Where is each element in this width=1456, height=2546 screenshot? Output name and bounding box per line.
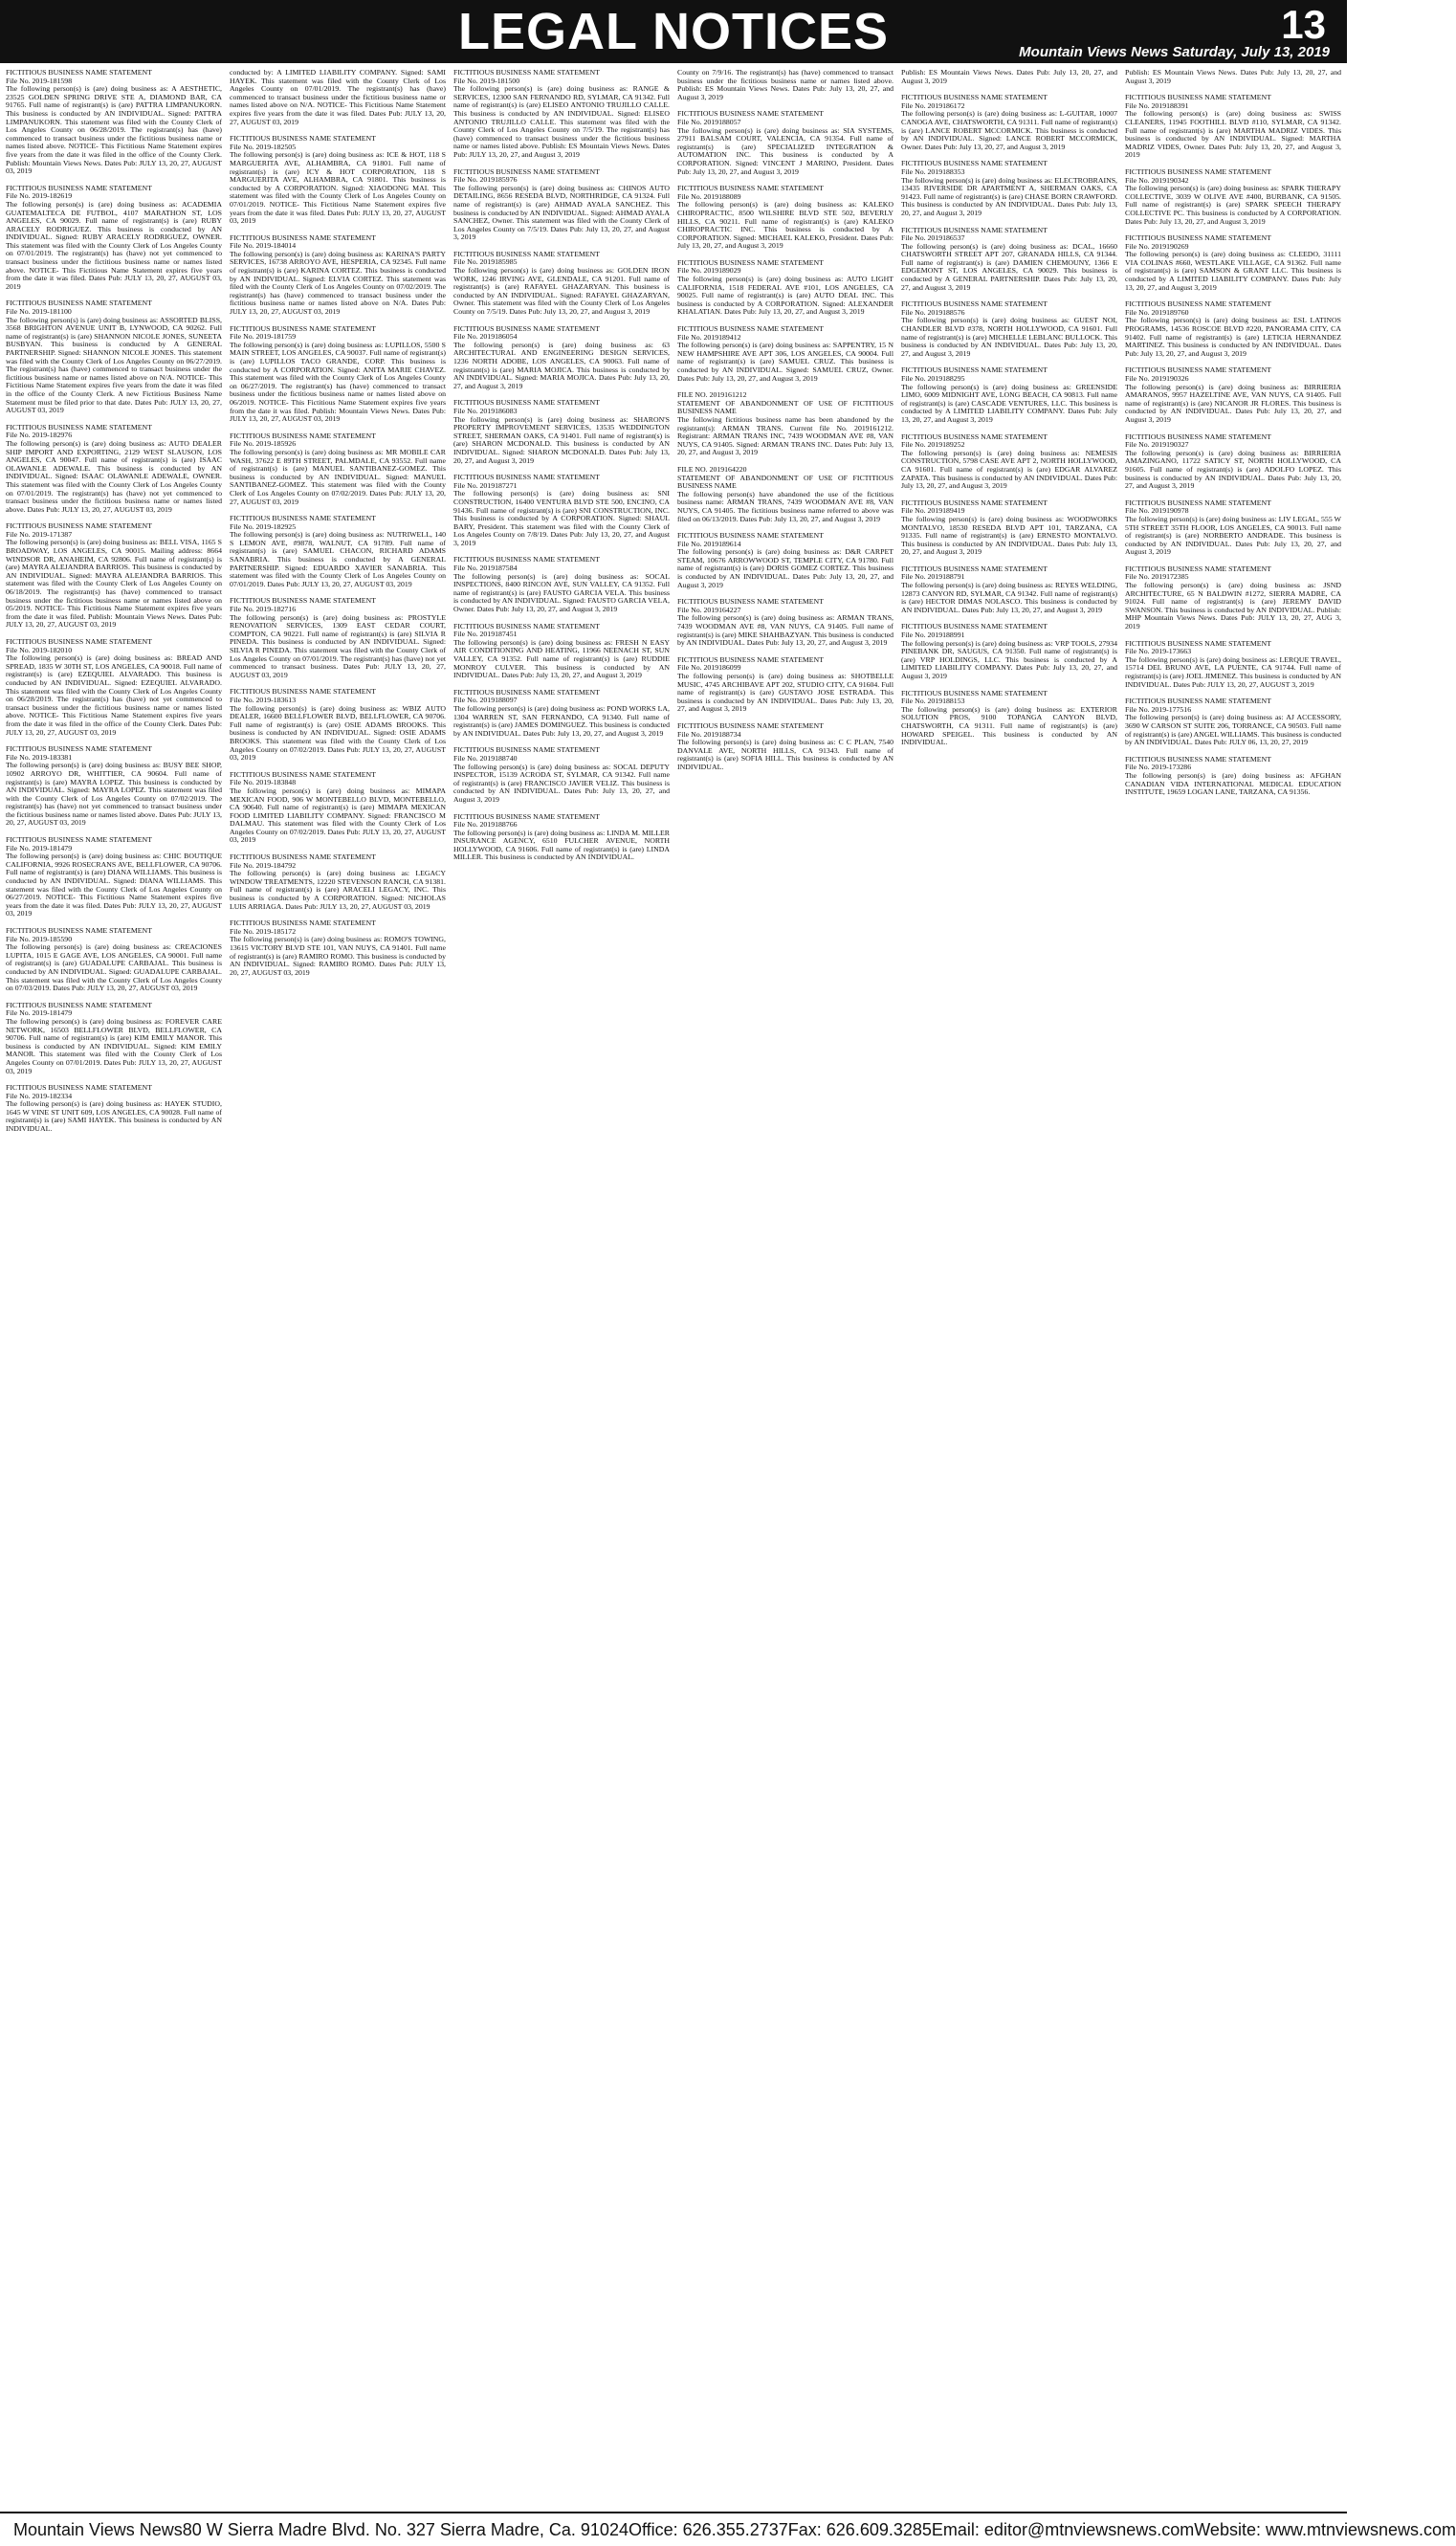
notice-heading: FICTITIOUS BUSINESS NAME STATEMENT <box>901 498 1048 507</box>
notice-body: The following fictitious business name has been abandoned by the registrant(s): ARMAN TRANS. Current file No. 2019161212. Registrant: ARMAN TRANS INC, 7439 WOODMAN AVE #8, VAN NUYS, CA 91405. Signed: ARMAN TRANS INC. Dates Pub: July 13, 20, 27, and August 3, 2019 <box>677 414 893 457</box>
notice-file-number: STATEMENT OF ABANDONMENT OF USE OF FICTITIOUS BUSINESS NAME <box>677 398 893 416</box>
legal-notice <box>677 259 893 317</box>
notice-column <box>230 69 446 2507</box>
notice-body: The following person(s) is (are) doing business as: FOREVER CARE NETWORK, 16503 BELLFLOWER BLVD, BELLFLOWER, CA 90706. Full name of registrant(s) is (are) KIM EMILY MANOR. This business is conducted by AN INDIVIDUAL. Signed: KIM EMILY MANOR. This statement was filed with the County Clerk of Los Angeles County on 07/01/2019. Dates Pub: JULY 13, 20, 27, AUGUST 03, 2019 <box>6 1016 222 1075</box>
legal-notice <box>677 722 893 772</box>
legal-notice <box>230 919 446 977</box>
notice-file-number: File No. 2019189419 <box>901 506 965 516</box>
notice-file-number: File No. 2019-182925 <box>230 521 297 531</box>
legal-notice <box>453 168 670 242</box>
notice-body: Publish: ES Mountain Views News. Dates Pub: July 13, 20, 27, and August 3, 2019 <box>1125 68 1341 85</box>
footer-address: 80 W Sierra Madre Blvd. No. 327 Sierra Madre, Ca. 91024 <box>182 2520 629 2539</box>
notice-body: The following person(s) is (are) doing business as: SIA SYSTEMS, 27911 BALSAM COURT, VALENCIA, CA 91354. Full name of registrant(s) is (are) SPECIALIZED INTEGRATION & AUTOMATION INC. This business is conducted by A CORPORATION. Signed: VINCENT J MARINO, President. Dates Pub: July 13, 20, 27, and August 3, 2019 <box>677 125 893 176</box>
notice-file-number: File No. 2019-181100 <box>6 307 72 317</box>
notice-column <box>1125 69 1341 2507</box>
notice-heading: FICTITIOUS BUSINESS NAME STATEMENT <box>6 422 152 432</box>
legal-notice <box>677 532 893 589</box>
legal-notice <box>901 300 1117 358</box>
notice-heading: FICTITIOUS BUSINESS NAME STATEMENT <box>230 687 376 697</box>
dateline: Mountain Views News Saturday, July 13, 2019 <box>1019 44 1330 60</box>
legal-notice <box>453 325 670 391</box>
notice-body: The following person(s) is (are) doing business as: GUEST NOI, CHANDLER BLVD #378, NORTH HOLLYWOOD, CA 91601. Full name of registrant(s) is (are) MICHELLE LEBLANC BULLOCK. This business is conducted by AN INDIVIDUAL. Dates Pub: July 13, 20, 27, and August 3, 2019 <box>901 316 1117 358</box>
notice-file-number: File No. 2019186537 <box>901 233 965 243</box>
notice-body: The following person(s) is (are) doing business as: ICE & HOT, 118 S MARGUERITA AVE, ALHAMBRA, CA 91801. Full name of registrant(s) is (are) ICY & HOT CORPORATION, 118 S MARGUERITA AVE, ALHAMBRA, CA 91801. This business is conducted by A CORPORATION. Signed: XIAODONG MAI. This statement was filed with the County Clerk of Los Angeles County on 07/01/2019. NOTICE- This Fictitious Name Statement expires five years from the date it was filed. Dates Pub: JULY 13, 20, 27, AUGUST 03, 2019 <box>230 150 446 226</box>
notice-body: The following person(s) is (are) doing business as: NEMESIS CONSTRUCTION, 5798 CASE AVE APT 2, NORTH HOLLYWOOD, CA 91601. Full name of registrant(s) is (are) EDGAR ALVAREZ ZAPATA. This business is conducted by AN INDIVIDUAL. Dates Pub: July 13, 20, 27, and August 3, 2019 <box>901 448 1117 491</box>
notice-heading: FICTITIOUS BUSINESS NAME STATEMENT <box>453 166 600 176</box>
footer-office-phone: Office: 626.355.2737 <box>628 2520 788 2539</box>
notice-body: The following person(s) is (are) doing business as: POND WORKS LA, 1304 WARREN ST, SAN FERNANDO, CA 91340. Full name of registrant(s) is (are) JAMES DOMINGUEZ. This business is conducted by AN INDIVIDUAL. Dates Pub: July 13, 20, 27, and August 3, 2019 <box>453 703 670 738</box>
notice-file-number: File No. 2019188097 <box>453 696 518 705</box>
notice-body: The following person(s) is (are) doing business as: SOCAL INSPECTIONS, 8400 RINCON AVE, SUN VALLEY, CA 91352. Full name of registrant(s) is (are) FAUSTO GARCIA VELA. This business is conducted by AN INDIVIDUAL. Signed: FAUSTO GARCIA VELA, Owner. Dates Pub: July 13, 20, 27, and August 3, 2019 <box>453 571 670 614</box>
notice-heading: FICTITIOUS BUSINESS NAME STATEMENT <box>901 564 1048 573</box>
notice-columns <box>6 69 1341 2507</box>
notice-heading: FICTITIOUS BUSINESS NAME STATEMENT <box>6 521 152 531</box>
notice-heading: FICTITIOUS BUSINESS NAME STATEMENT <box>901 299 1048 309</box>
notice-heading: FICTITIOUS BUSINESS NAME STATEMENT <box>901 225 1048 234</box>
notice-body: The following person(s) is (are) doing business as: 63 ARCHITECTURAL AND ENGINEERING DESIGN SERVICES, 1236 NORTH ADOBE, LOS ANGELES, CA 90063. Full name of registrant(s) is (are) MARIA MOJICA. This business is conducted by AN INDIVIDUAL. Signed: MARIA MOJICA. Dates Pub: July 13, 20, 27, and August 3, 2019 <box>453 340 670 390</box>
notice-body: The following person(s) is (are) doing business as: HAYEK STUDIO, 1645 W VINE ST UNIT 609, LOS ANGELES, CA 90028. Full name of registrant(s) is (are) SAMI HAYEK. This business is conducted by AN INDIVIDUAL. <box>6 1099 222 1134</box>
notice-file-number: File No. 2019-182619 <box>6 191 73 201</box>
notice-body: The following person(s) is (are) doing business as: BIRRIERIA AMAZINGANO, 11722 SATICY ST, NORTH HOLLYWOOD, CA 91605. Full name of registrant(s) is (are) ADOLFO LOPEZ. This business is conducted by AN INDIVIDUAL. Dates Pub: July 13, 20, 27, and August 3, 2019 <box>1125 448 1341 491</box>
notice-body: The following person(s) is (are) doing business as: SWISS CLEANERS, 11945 FOOTHILL BLVD #110, SYLMAR, CA 91342. Full name of registrant(s) is (are) MARTHA MADRIZ VIDES. This business is conducted by AN INDIVIDUAL. Signed: MARTHA MADRIZ VIDES, Owner. Dates Pub: July 13, 20, 27, and August 3, 2019 <box>1125 109 1341 160</box>
notice-file-number: File No. 2019188991 <box>901 631 965 640</box>
notice-body: The following person(s) is (are) doing business as: CREACIONES LUPITA, 1015 E GAGE AVE, LOS ANGELES, CA 90001. Full name of registrant(s) is (are) GUADALUPE CARBAJAL. This business is conducted by AN INDIVIDUAL. Signed: GUADALUPE CARBAJAL. This statement was filed with the County Clerk of Los Angeles County on 07/03/2019. Dates Pub: JULY 13, 20, 27, AUGUST 03, 2019 <box>6 942 222 993</box>
notice-file-number: File No. 2019-181759 <box>230 332 297 342</box>
notice-body: The following person(s) is (are) doing business as: AFGHAN CANADIAN VIDA INTERNATIONAL MEDICAL EDUCATION INSTITUTE, 19659 LOGAN LANE, TARZANA, CA 91356. <box>1125 770 1341 797</box>
notice-file-number: File No. 2019189252 <box>901 440 965 450</box>
legal-notice <box>901 227 1117 293</box>
notice-body: The following person(s) is (are) doing business as: JSND ARCHITECTURE, 65 N BALDWIN #1272, SIERRA MADRE, CA 91024. Full name of registrant(s) is (are) JEREMY DAVID SWANSON. This business is conducted by AN INDIVIDUAL. Publish: MHP Mountain Views News. Dates Pub: JULY 13, 20, 27, AUG 3, 2019 <box>1125 581 1341 631</box>
notice-heading: FICTITIOUS BUSINESS NAME STATEMENT <box>901 622 1048 631</box>
notice-heading: FICTITIOUS BUSINESS NAME STATEMENT <box>453 323 600 333</box>
legal-notice <box>453 689 670 739</box>
notice-file-number: File No. 2019185976 <box>453 175 518 185</box>
legal-notice <box>6 424 222 515</box>
notice-column <box>6 69 222 2507</box>
legal-notice <box>230 69 446 126</box>
notice-heading: FICTITIOUS BUSINESS NAME STATEMENT <box>453 745 600 755</box>
legal-notice <box>6 836 222 919</box>
notice-file-number: File No. 2019189029 <box>677 266 741 276</box>
legal-notice <box>230 234 446 317</box>
notice-heading: FICTITIOUS BUSINESS NAME STATEMENT <box>901 365 1048 375</box>
legal-notice <box>1125 756 1341 797</box>
notice-file-number: File No. 2019187271 <box>453 480 518 490</box>
legal-notice <box>1125 234 1341 292</box>
notice-heading: FICTITIOUS BUSINESS NAME STATEMENT <box>1125 233 1271 243</box>
legal-notice <box>6 638 222 737</box>
notice-heading: FICTITIOUS BUSINESS NAME STATEMENT <box>1125 697 1271 706</box>
notice-file-number: File No. 2019190269 <box>1125 241 1189 251</box>
notice-column <box>901 69 1117 2507</box>
notice-body: The following person(s) is (are) doing business as: SAPPENTRY, 15 N NEW HAMPSHIRE AVE APT 306, LOS ANGELES, CA 90004. Full name of registrant(s) is (are) SAMUEL CRUZ. This business is conducted by AN INDIVIDUAL. Signed: SAMUEL CRUZ, Owner. Dates Pub: July 13, 20, 27, and August 3, 2019 <box>677 341 893 383</box>
notice-heading: FICTITIOUS BUSINESS NAME STATEMENT <box>6 68 152 77</box>
notice-file-number: File No. 2019189614 <box>677 539 741 548</box>
notice-body: The following person(s) is (are) doing business as: FRESH N EASY AIR CONDITIONING AND HEATING, 11966 NEENACH ST, SUN VALLEY, CA 91352. Full name of registrant(s) is (are) RUDDIE MONROY CULVER. This business is conducted by AN INDIVIDUAL. Dates Pub: July 13, 20, 27, and August 3, 2019 <box>453 637 670 680</box>
notice-heading: FICTITIOUS BUSINESS NAME STATEMENT <box>6 299 152 308</box>
notice-heading: FICTITIOUS BUSINESS NAME STATEMENT <box>901 93 1048 102</box>
notice-heading: FICTITIOUS BUSINESS NAME STATEMENT <box>453 249 600 258</box>
notice-body: The following person(s) is (are) doing business as: CLEEDO, 31111 VIA COLINAS #660, WESTLAKE VILLAGE, CA 91362. Full name of registrant(s) is (are) SAMSON & GRANT LLC. This business is conducted by A LIMITED LIABILITY COMPANY. Dates Pub: July 13, 20, 27, and August 3, 2019 <box>1125 250 1341 292</box>
legal-notice <box>901 69 1117 85</box>
notice-heading: FICTITIOUS BUSINESS NAME STATEMENT <box>677 654 824 664</box>
notice-file-number: File No. 2019190342 <box>1125 175 1189 185</box>
notice-heading: FICTITIOUS BUSINESS NAME STATEMENT <box>1125 432 1271 441</box>
notice-file-number: File No. 2019186083 <box>453 406 518 415</box>
notice-file-number: File No. 2019188791 <box>901 572 965 582</box>
footer-website: Website: www.mtnviewsnews.com <box>1194 2520 1456 2539</box>
page-number: 13 <box>1281 2 1326 47</box>
legal-notice <box>901 433 1117 491</box>
notice-heading: FICTITIOUS BUSINESS NAME STATEMENT <box>901 159 1048 168</box>
legal-notice <box>6 927 222 993</box>
notice-heading: FICTITIOUS BUSINESS NAME STATEMENT <box>6 926 152 935</box>
notice-file-number: STATEMENT OF ABANDONMENT OF USE OF FICTITIOUS BUSINESS NAME <box>677 473 893 491</box>
legal-notice <box>677 69 893 101</box>
legal-notice <box>677 325 893 383</box>
notice-file-number: File No. 2019172385 <box>1125 572 1189 582</box>
notice-heading: FICTITIOUS BUSINESS NAME STATEMENT <box>1125 564 1271 573</box>
legal-notice <box>677 466 893 523</box>
notice-file-number: File No. 2019188391 <box>1125 100 1189 110</box>
legal-notice <box>230 515 446 588</box>
legal-notice <box>230 688 446 762</box>
notice-heading: FICTITIOUS BUSINESS NAME STATEMENT <box>677 184 824 193</box>
notice-heading: FICTITIOUS BUSINESS NAME STATEMENT <box>230 431 376 440</box>
notice-file-number: File No. 2019-185172 <box>230 926 297 936</box>
notice-file-number: File No. 2019-181598 <box>6 76 73 85</box>
legal-notice <box>6 185 222 292</box>
notice-body: The following person(s) is (are) doing business as: LUPILLOS, 5500 S MAIN STREET, LOS ANGELES, CA 90037. Full name of registrant(s) is (are) LUPILLOS TACO GRANDE, CORP. This business is conducted by A CORPORATION. Signed: ANITA MARIE CHAVEZ. This statement was filed with the County Clerk of Los Angeles County on 06/27/2019. The registrant(s) has (have) commenced to transact business under the fictitious business name or names listed above on 06/2019. NOTICE- This Fictitious Name Statement expires five years from the date it was filed. Publish: Mountain Views News. Dates Pub: JULY 13, 20, 27, AUGUST 03, 2019 <box>230 340 446 424</box>
legal-notice <box>677 185 893 251</box>
notice-body: The following person(s) is (are) doing business as: ELECTROBRAINS, 13435 RIVERSIDE DR APARTMENT A, SHERMAN OAKS, CA 91423. Full name of registrant(s) is (are) CHASE BORN CRAWFORD. This business is conducted by AN INDIVIDUAL. Dates Pub: July 13, 20, 27, and August 3, 2019 <box>901 175 1117 217</box>
notice-body: The following person(s) is (are) doing business as: C C PLAN, 7540 DANVALE AVE, NORTH HILLS, CA 91343. Full name of registrant(s) is (are) SOFIA HILL. This business is conducted by AN INDIVIDUAL. <box>677 738 893 771</box>
notice-heading: FICTITIOUS BUSINESS NAME STATEMENT <box>453 473 600 482</box>
notice-body: The following person(s) is (are) doing business as: LERQUE TRAVEL, 15714 DEL BRUNO AVE, LA PUENTE, CA 91744. Full name of registrant(s) is (are) JOEL JIMENEZ. This business is conducted by AN INDIVIDUAL. Dates Pub: JULY 13, 20, 27, AUGUST 3, 2019 <box>1125 654 1341 689</box>
notice-file-number: File No. 2019-171387 <box>6 529 73 539</box>
notice-file-number: File No. 2019164227 <box>677 605 741 614</box>
notice-body: The following person(s) is (are) doing business as: REYES WELDING, 12873 CANYON RD, SYLMAR, CA 91342. Full name of registrant(s) is (are) HECTOR DIMAS NOLASCO. This business is conducted by AN INDIVIDUAL. Dates Pub: July 13, 20, 27, and August 3, 2019 <box>901 581 1117 614</box>
legal-notice <box>230 597 446 679</box>
legal-notice <box>677 110 893 176</box>
notice-body: The following person(s) is (are) doing business as: SHARON'S PROPERTY IMPROVEMENT SERVICES, 13535 WEDDINGTON STREET, SHERMAN OAKS, CA 91401. Full name of registrant(s) is (are) SHARON MCDONALD. This business is conducted by AN INDIVIDUAL. Signed: SHARON MCDONALD. Dates Pub: July 13, 20, 27, and August 3, 2019 <box>453 414 670 465</box>
legal-notice <box>677 656 893 714</box>
legal-notice <box>1125 168 1341 226</box>
notice-heading: FICTITIOUS BUSINESS NAME STATEMENT <box>230 852 376 862</box>
notice-heading: FICTITIOUS BUSINESS NAME STATEMENT <box>453 811 600 821</box>
notice-heading: FICTITIOUS BUSINESS NAME STATEMENT <box>6 637 152 646</box>
notice-file-number: File No. 2019187451 <box>453 630 518 639</box>
notice-heading: FICTITIOUS BUSINESS NAME STATEMENT <box>1125 166 1271 176</box>
legal-notice <box>1125 94 1341 160</box>
legal-notice <box>453 813 670 863</box>
notice-file-number: File No. 2019-183381 <box>6 752 73 762</box>
notice-body: The following person(s) is (are) doing business as: L-GUITAR, 10007 CANOGA AVE, CHATSWORTH, CA 91311. Full name of registrant(s) is (are) LANCE ROBERT MCCORMICK. This business is conducted by AN INDIVIDUAL. Signed: LANCE ROBERT MCCORMICK, Owner. Dates Pub: July 13, 20, 27, and August 3, 2019 <box>901 109 1117 151</box>
notice-heading: FICTITIOUS BUSINESS NAME STATEMENT <box>453 398 600 408</box>
notice-body: The following person(s) is (are) doing business as: SPARK THERAPY COLLECTIVE, 3039 W OLIVE AVE #400, BURBANK, CA 91505. Full name of registrant(s) is (are) SPARK SPEECH THERAPY COLLECTIVE PC. This business is conducted by A CORPORATION. Dates Pub: July 13, 20, 27, and August 3, 2019 <box>1125 184 1341 226</box>
notice-heading: FICTITIOUS BUSINESS NAME STATEMENT <box>230 919 376 928</box>
footer-paper-name: Mountain Views News <box>13 2520 183 2539</box>
notice-file-number: File No. 2019-173663 <box>1125 647 1192 656</box>
notice-body: The following person(s) is (are) doing business as: ASSORTED BLISS, 3568 BRIGHTON AVENUE UNIT B, LYNWOOD, CA 90262. Full name of registrant(s) is (are) SHANNON NICOLE JONES, SUNEETA BUSBYAN. This business is conducted by A GENERAL PARTNERSHIP. Signed: SHANNON NICOLE JONES. This statement was filed with the County Clerk of Los Angeles County on 06/27/2019. The registrant(s) has (have) commenced to transact business under the fictitious business name or names listed above on N/A. NOTICE- This Fictitious Name Statement expires five years from the date it was filed in the office of the County Clerk. A new Fictitious Business Name Statement must be filed prior to that date. Dates Pub: JULY 13, 20, 27, AUGUST 03, 2019 <box>6 315 222 415</box>
notice-heading: FICTITIOUS BUSINESS NAME STATEMENT <box>230 596 376 606</box>
notice-heading: FICTITIOUS BUSINESS NAME STATEMENT <box>6 183 152 192</box>
legal-notice <box>901 94 1117 151</box>
legal-notice <box>453 251 670 317</box>
legal-notice <box>230 135 446 226</box>
notice-file-number: File No. 2019188766 <box>453 820 518 830</box>
notice-heading: FICTITIOUS BUSINESS NAME STATEMENT <box>453 621 600 631</box>
notice-body: The following person(s) is (are) doing business as: A AESTHETIC, 23525 GOLDEN SPRING DRIVE STE A, DIAMOND BAR, CA 91765. Full name of registrant(s) is (are) PATTRA LIMPANUKORN. This business is conducted by AN INDIVIDUAL. Signed: PATTRA LIMPANUKORN. This statement was filed with the County Clerk of Los Angeles County on 06/28/2019. The registrant(s) has (have) commenced to transact business under the fictitious business name or names listed above. NOTICE- This Fictitious Name Statement expires five years from the date it was filed in the office of the County Clerk. Publish: Mountain Views News. Dates Pub: JULY 13, 20, 27, AUGUST 03, 2019 <box>6 84 222 176</box>
notice-column <box>453 69 670 2507</box>
notice-body: The following person(s) is (are) doing business as: BUSY BEE SHOP, 10902 ARROYO DR, WHITTIER, CA 90604. Full name of registrant(s) is (are) MAYRA LOPEZ. This business is conducted by AN INDIVIDUAL. Signed: MAYRA LOPEZ. This statement was filed with the County Clerk of Los Angeles County on 07/02/2019. The registrant(s) has (have) not yet commenced to transact business under the fictitious business name or names listed above. Dates Pub: JULY 13, 20, 27, AUGUST 03, 2019 <box>6 761 222 828</box>
notice-file-number: File No. 2019-182976 <box>6 431 73 440</box>
notice-heading: FICTITIOUS BUSINESS NAME STATEMENT <box>1125 93 1271 102</box>
footer-email: Email: editor@mtnviewsnews.com <box>931 2520 1195 2539</box>
notice-file-number: File No. 2019187584 <box>453 564 518 573</box>
legal-notice <box>901 565 1117 615</box>
notice-body: The following person(s) is (are) doing business as: VRP TOOLS, 27934 PINEBANK DR, SAUGUS, CA 91350. Full name of registrant(s) is (are) VRP HOLDINGS, LLC. This business is conducted by A LIMITED LIABILITY COMPANY. Dates Pub: July 13, 20, 27, and August 3, 2019 <box>901 638 1117 680</box>
notice-file-number: File No. 2019188740 <box>453 753 518 763</box>
notice-file-number: File No. 2019-182334 <box>6 1091 73 1100</box>
legal-notice <box>453 474 670 547</box>
legal-notice <box>230 853 446 911</box>
notice-file-number: File No. 2019-182716 <box>230 605 297 614</box>
notice-body: The following person(s) is (are) doing business as: AUTO LIGHT CALIFORNIA, 1518 FEDERAL AVE #101, LOS ANGELES, CA 90025. Full name of registrant(s) is (are) AUTO DEAL INC. This business is conducted by A CORPORATION. Signed: ALEXANDER KHALATIAN. Dates Pub: July 13, 20, 27, and August 3, 2019 <box>677 275 893 317</box>
notice-heading: FICTITIOUS BUSINESS NAME STATEMENT <box>901 432 1048 441</box>
notice-heading: FICTITIOUS BUSINESS NAME STATEMENT <box>1125 299 1271 309</box>
notice-body: Publish: ES Mountain Views News. Dates Pub: July 13, 20, 27, and August 3, 2019 <box>901 68 1117 85</box>
notice-body: County on 7/9/16. The registrant(s) has (have) commenced to transact business under the fictitious business name or names listed above. Publish: ES Mountain Views News. Dates Pub: July 13, 20, 27, and August 3, 2019 <box>677 68 893 101</box>
notice-body: The following person(s) is (are) doing business as: BREAD AND SPREAD, 1835 W 30TH ST, LOS ANGELES, CA 90018. Full name of registrant(s) is (are) EZEQUIEL ALVARADO. This business is conducted by AN INDIVIDUAL. Signed: EZEQUIEL ALVARADO. This statement was filed with the County Clerk of Los Angeles County on 06/28/2019. The registrant(s) has (have) not yet commenced to transact business under the fictitious business name or names listed above. NOTICE- This Fictitious Name Statement expires five years from the date it was filed in the office of the County Clerk. Dates Pub: JULY 13, 20, 27, AUGUST 03, 2019 <box>6 653 222 737</box>
legal-notice <box>230 771 446 845</box>
notice-file-number: File No. 2019188089 <box>677 191 741 201</box>
section-title: LEGAL NOTICES <box>457 3 890 60</box>
notice-heading: FICTITIOUS BUSINESS NAME STATEMENT <box>1125 754 1271 764</box>
notice-heading: FICTITIOUS BUSINESS NAME STATEMENT <box>1125 498 1271 507</box>
legal-notice <box>1125 366 1341 424</box>
notice-body: The following person(s) is (are) doing business as: GREENSIDE LIMO, 6009 MIDNIGHT AVE, LONG BEACH, CA 90813. Full name of registrant(s) is (are) CASCADE VENTURES, LLC. This business is conducted by A LIMITED LIABILITY COMPANY. Dates Pub: July 13, 20, 27, and August 3, 2019 <box>901 382 1117 424</box>
notice-file-number: File No. 2019190327 <box>1125 440 1189 450</box>
legal-notice <box>453 623 670 680</box>
notice-heading: FILE NO. 2019164220 <box>677 464 747 474</box>
legal-notice <box>453 556 670 613</box>
notice-heading: FICTITIOUS BUSINESS NAME STATEMENT <box>453 687 600 697</box>
legal-notice <box>901 366 1117 424</box>
legal-notice <box>1125 499 1341 557</box>
notice-body: The following person(s) is (are) doing business as: AJ ACCESSORY, 3690 W CARSON ST SUITE 206, TORRANCE, CA 90503. Full name of registrant(s) is (are) ANGEL WILLIAMS. This business is conducted by AN INDIVIDUAL. Dates Pub: JULY 06, 13, 20, 27, 2019 <box>1125 713 1341 747</box>
legal-notice <box>1125 433 1341 491</box>
notice-body: The following person(s) is (are) doing business as: ROMO'S TOWING, 13615 VICTORY BLVD STE 101, VAN NUYS, CA 91401. Full name of registrant(s) is (are) RAMIRO ROMO. This business is conducted by AN INDIVIDUAL. Signed: RAMIRO ROMO. Dates Pub: JULY 13, 20, 27, AUGUST 03, 2019 <box>230 935 446 977</box>
notice-heading: FICTITIOUS BUSINESS NAME STATEMENT <box>6 744 152 754</box>
notice-heading: FICTITIOUS BUSINESS NAME STATEMENT <box>230 323 376 333</box>
notice-heading: FICTITIOUS BUSINESS NAME STATEMENT <box>677 531 824 541</box>
notice-file-number: File No. 2019-183848 <box>230 778 297 787</box>
notice-body: The following person(s) have abandoned the use of the fictitious business name: ARMAN TRANS, 7439 WOODMAN AVE #8, VAN NUYS, CA 91405. The fictitious business name referred to above was filed on 06/13/2019. Dates Pub: July 13, 20, 27, and August 3, 2019 <box>677 489 893 523</box>
notice-heading: FICTITIOUS BUSINESS NAME STATEMENT <box>677 109 824 119</box>
notice-column <box>677 69 893 2507</box>
notice-body: The following person(s) is (are) doing business as: D&R CARPET STEAM, 10676 ARROWWOOD ST, TEMPLE CITY, CA 91780. Full name of registrant(s) is (are) DORIS GOMEZ CORTEZ. This business is conducted by AN INDIVIDUAL. Dates Pub: July 13, 20, 27, and August 3, 2019 <box>677 547 893 589</box>
legal-notice <box>1125 565 1341 631</box>
notice-body: The following person(s) is (are) doing business as: MIMAPA MEXICAN FOOD, 906 W MONTEBELLO BLVD, MONTEBELLO, CA 90640. Full name of registrant(s) is (are) MIMAPA MEXICAN FOOD LIMITED LIABILITY COMPANY. Signed: FRANCISCO M DALMAU. This statement was filed with the County Clerk of Los Angeles County on 07/02/2019. Dates Pub: JULY 13, 20, 27, AUGUST 03, 2019 <box>230 786 446 845</box>
legal-notice <box>901 499 1117 557</box>
notice-body: The following person(s) is (are) doing business as: GOLDEN IRON WORK, 1246 IRVING AVE, GLENDALE, CA 91201. Full name of registrant(s) is (are) RAFAYEL GHAZARYAN. This business is conducted by AN INDIVIDUAL. Signed: RAFAYEL GHAZARYAN, Owner. This statement was filed with the County Clerk of Los Angeles County on 7/5/19. Dates Pub: July 13, 20, 27, and August 3, 2019 <box>453 266 670 317</box>
notice-heading: FICTITIOUS BUSINESS NAME STATEMENT <box>230 514 376 523</box>
notice-heading: FICTITIOUS BUSINESS NAME STATEMENT <box>6 1083 152 1093</box>
notice-file-number: File No. 2019-173286 <box>1125 763 1192 772</box>
legal-notice <box>1125 697 1341 747</box>
legal-notice <box>453 69 670 160</box>
notice-file-number: File No. 2019186099 <box>677 663 741 673</box>
notice-body: conducted by: A LIMITED LIABILITY COMPANY. Signed: SAMI HAYEK. This statement was filed with the County Clerk of Los Angeles County on 07/01/2019. The registrant(s) has (have) commenced to transact business under the fictitious business name or names listed above on N/A. NOTICE- This Fictitious Name Statement expires five years from the date it was filed. Dates Pub: JULY 13, 20, 27, AUGUST 03, 2019 <box>230 68 446 126</box>
notice-file-number: File No. 2019-182010 <box>6 645 73 654</box>
notice-body: The following person(s) is (are) doing business as: AUTO DEALER SHIP IMPORT AND EXPORTING, 2129 WEST SLAUSON, LOS ANGELES, CA 90047. Full name of registrant(s) is (are) ISAAC OLAWANLE ADEWALE. This business is conducted by AN INDIVIDUAL. Signed: ISAAC OLAWANLE ADEWALE, OWNER. This statement was filed with the County Clerk of Los Angeles County on 07/01/2019. The registrant(s) has (have) not yet commenced to transact business under the fictitious business name or names listed above. Dates Pub: JULY 13, 20, 27, AUGUST 03, 2019 <box>6 438 222 514</box>
notice-file-number: File No. 2019-183613 <box>230 695 297 704</box>
notice-body: The following person(s) is (are) doing business as: KALEKO CHIROPRACTIC, 8500 WILSHIRE BLVD STE 502, BEVERLY HILLS, CA 90211. Full name of registrant(s) is (are) KALEKO CHIROPRACTIC INC. This business is conducted by A CORPORATION. Signed: MICHAEL KALEKO, President. Dates Pub: July 13, 20, 27, and August 3, 2019 <box>677 200 893 251</box>
legal-notice <box>453 746 670 804</box>
notice-file-number: File No. 2019188295 <box>901 374 965 383</box>
notice-file-number: File No. 2019-181479 <box>6 843 73 852</box>
notice-file-number: File No. 2019-185590 <box>6 934 73 943</box>
legal-notice <box>230 325 446 424</box>
notice-heading: FILE NO. 2019161212 <box>677 390 747 400</box>
notice-file-number: File No. 2019188153 <box>901 697 965 706</box>
legal-notice <box>1125 69 1341 85</box>
notice-body: The following person(s) is (are) doing business as: RANGE & SERVICES, 12300 SAN FERNANDO RD, SYLMAR, CA 91342. Full name of registrant(s) is (are) ELISEO ANTONIO TRUJILLO CALLE. This business is conducted by AN INDIVIDUAL. Signed: ELISEO ANTONIO TRUJILLO CALLE. This statement was filed with the County Clerk of Los Angeles County on 7/5/19. The registrant(s) has (have) commenced to transact business under the fictitious business name or names listed above. Publish: ES Mountain Views News. Dates Pub: JULY 13, 20, 27, and August 3, 2019 <box>453 84 670 159</box>
legal-notice <box>901 623 1117 680</box>
legal-notice <box>6 1002 222 1075</box>
legal-notice <box>453 399 670 465</box>
notice-body: The following person(s) is (are) doing business as: BIRRIERIA AMARANOS, 9957 HAZELTINE AVE, VAN NUYS, CA 91405. Full name of registrant(s) is (are) NICANOR JR FLORES. This business is conducted by AN INDIVIDUAL. Dates Pub: July 13, 20, 27, and August 3, 2019 <box>1125 382 1341 424</box>
legal-notice <box>6 745 222 828</box>
legal-notice <box>677 391 893 457</box>
notice-body: The following person(s) is (are) doing business as: LIV LEGAL, 555 W 5TH STREET 35TH FLOOR, LOS ANGELES, CA 90013. Full name of registrant(s) is (are) NORBERTO ANDRADE. This business is conducted by AN INDIVIDUAL. Dates Pub: July 13, 20, 27, and August 3, 2019 <box>1125 514 1341 557</box>
notice-file-number: File No. 2019189412 <box>677 332 741 342</box>
notice-body: The following person(s) is (are) doing business as: BELL VISA, 1165 S BROADWAY, LOS ANGELES, CA 90015. Mailing address: 8664 WINDSOR DR, ANAHEIM, CA 92806. Full name of registrant(s) is (are) MAYRA ALEJANDRA BARRIOS. This business is conducted by AN INDIVIDUAL. Signed: MAYRA ALEJANDRA BARRIOS. This statement was filed with the County Clerk of Los Angeles County on 06/18/2019. The registrant(s) has (have) commenced to transact business under the fictitious business name or names listed above on 05/2019. NOTICE- This Fictitious Name Statement expires five years from the date it was filed. Publish: Mountain Views News. Dates Pub: JULY 13, 20, 27, AUGUST 03, 2019 <box>6 538 222 630</box>
legal-notice <box>677 598 893 648</box>
legal-notice <box>901 690 1117 747</box>
notice-body: The following person(s) is (are) doing business as: SOCAL DEPUTY INSPECTOR, 15139 ACRODA ST, SYLMAR, CA 91342. Full name of registrant(s) is (are) FRANCISCO JAVIER VELIZ. This business is conducted by AN INDIVIDUAL. Dates Pub: July 13, 20, 27, and August 3, 2019 <box>453 762 670 804</box>
notice-heading: FICTITIOUS BUSINESS NAME STATEMENT <box>6 835 152 845</box>
notice-body: The following person(s) is (are) doing business as: PROSTYLE RENOVATION SERVICES, 1309 EAST CEDAR COURT, COMPTON, CA 90221. Full name of registrant(s) is (are) SILVIA R PINEDA. This business is conducted by AN INDIVIDUAL. Signed: SILVIA R PINEDA. This statement was filed with the County Clerk of Los Angeles County on 07/01/2019. The registrant(s) has (have) not yet commenced to transact business. Dates Pub: JULY 13, 20, 27, AUGUST 03, 2019 <box>230 612 446 679</box>
notice-file-number: File No. 2019-185926 <box>230 439 297 449</box>
notice-body: The following person(s) is (are) doing business as: DCAL, 16660 CHATSWORTH STREET APT 207, GRANADA HILLS, CA 91344. Full name of registrant(s) is (are) DAMIEN CHEMOUNY, 1366 E EDGEMONT ST, LOS ANGELES, CA 90029. This business is conducted by A GENERAL PARTNERSHIP. Dates Pub: July 13, 20, 27, and August 3, 2019 <box>901 241 1117 292</box>
notice-body: The following person(s) is (are) doing business as: SNI CONSTRUCTION, 16400 VENTURA BLVD STE 500, ENCINO, CA 91436. Full name of registrant(s) is (are) SNI CONSTRUCTION, INC. This business is conducted by A CORPORATION. Signed: SHAUL BARY, President. This statement was filed with the County Clerk of Los Angeles County on 7/8/19. Dates Pub: July 13, 20, 27, and August 3, 2019 <box>453 489 670 547</box>
notice-heading: FICTITIOUS BUSINESS NAME STATEMENT <box>6 1000 152 1009</box>
notice-file-number: File No. 2019-182505 <box>230 142 297 151</box>
notice-heading: FICTITIOUS BUSINESS NAME STATEMENT <box>453 555 600 565</box>
legal-notice <box>6 299 222 414</box>
notice-heading: FICTITIOUS BUSINESS NAME STATEMENT <box>677 257 824 267</box>
notice-body: The following person(s) is (are) doing business as: CHINOS AUTO DETAILING, 8656 RESEDA BLVD, NORTHRIDGE, CA 91324. Full name of registrant(s) is (are) AHMAD AYALA SANCHEZ. This business is conducted by AN INDIVIDUAL. Signed: AHMAD AYALA SANCHEZ, Owner. This statement was filed with the County Clerk of Los Angeles County on 7/5/19. Dates Pub: July 13, 20, 27, and August 3, 2019 <box>453 183 670 242</box>
notice-heading: FICTITIOUS BUSINESS NAME STATEMENT <box>901 688 1048 697</box>
notice-heading: FICTITIOUS BUSINESS NAME STATEMENT <box>230 232 376 242</box>
legal-notice <box>6 1084 222 1134</box>
notice-body: The following person(s) is (are) doing business as: KARINA'S PARTY SERVICES, 16738 ARROYO AVE, HESPERIA, CA 92345. Full name of registrant(s) is (are) KARINA CORTEZ. This business is conducted by AN INDIVIDUAL. Signed: ELVIA CORTEZ. This statement was filed with the County Clerk of Los Angeles County on 07/02/2019. The registrant(s) has (have) commenced to transact business under the fictitious business name or names listed above on N/A. Dates Pub: JULY 13, 20, 27, AUGUST 03, 2019 <box>230 249 446 317</box>
notice-heading: FICTITIOUS BUSINESS NAME STATEMENT <box>453 68 600 77</box>
notice-file-number: File No. 2019-181500 <box>453 76 520 85</box>
notice-body: The following person(s) is (are) doing business as: ESL LATINOS PROGRAMS, 14536 ROSCOE BLVD #220, PANORAMA CITY, CA 91402. Full name of registrant(s) is (are) LETICIA HERNANDEZ MARTINEZ. This business is conducted by AN INDIVIDUAL. Dates Pub: July 13, 20, 27, and August 3, 2019 <box>1125 316 1341 358</box>
notice-body: The following person(s) is (are) doing business as: LINDA M. MILLER INSURANCE AGENCY, 6510 FULCHER AVENUE, NORTH HOLLYWOOD, CA 91606. Full name of registrant(s) is (are) LINDA MILLER. This business is conducted by AN INDIVIDUAL. <box>453 828 670 862</box>
legal-notice <box>6 69 222 176</box>
notice-body: The following person(s) is (are) doing business as: MR MOBILE CAR WASH, 37622 E 89TH STREET, PALMDALE, CA 93552. Full name of registrant(s) is (are) MANUEL SANTIBANEZ-GOMEZ. This business is conducted by AN INDIVIDUAL. Signed: MANUEL SANTIBANEZ-GOMEZ. This statement was filed with the County Clerk of Los Angeles County on 07/02/2019. Dates Pub: JULY 13, 20, 27, AUGUST 03, 2019 <box>230 447 446 506</box>
notice-heading: FICTITIOUS BUSINESS NAME STATEMENT <box>677 324 824 334</box>
notice-heading: FICTITIOUS BUSINESS NAME STATEMENT <box>1125 365 1271 375</box>
notice-heading: FICTITIOUS BUSINESS NAME STATEMENT <box>1125 638 1271 648</box>
notice-file-number: File No. 2019-177516 <box>1125 704 1192 714</box>
notice-file-number: File No. 2019188576 <box>901 307 965 317</box>
masthead <box>0 0 1347 63</box>
legal-notice <box>230 432 446 506</box>
notice-body: The following person(s) is (are) doing business as: ARMAN TRANS, 7439 WOODMAN AVE #8, VAN NUYS, CA 91405. Full name of registrant(s) is (are) MIKE SHAHBAZYAN. This business is conducted by AN INDIVIDUAL. Dates Pub: July 13, 20, 27, and August 3, 2019 <box>677 613 893 648</box>
notice-file-number: File No. 2019190978 <box>1125 506 1189 516</box>
notice-body: The following person(s) is (are) doing business as: WBIZ AUTO DEALER, 16600 BELLFLOWER BLVD, BELLFLOWER, CA 90706. Full name of registrant(s) is (are) OSIE ADAMS BROOKS. This business is conducted by AN INDIVIDUAL. Signed: OSIE ADAMS BROOKS. This statement was filed with the County Clerk of Los Angeles County on 07/02/2019. Dates Pub: JULY 13, 20, 27, AUGUST 03, 2019 <box>230 703 446 763</box>
notice-body: The following person(s) is (are) doing business as: LEGACY WINDOW TREATMENTS, 12220 STEVENSON RANCH, CA 91381. Full name of registrant(s) is (are) ARACELI LEGACY, INC. This business is conducted by A CORPORATION. Signed: NICHOLAS LUIS ARRIAGA. Dates Pub: JULY 13, 20, 27, AUGUST 03, 2019 <box>230 869 446 911</box>
notice-file-number: File No. 2019188734 <box>677 729 741 739</box>
notice-file-number: File No. 2019185985 <box>453 257 518 267</box>
notice-file-number: File No. 2019190326 <box>1125 374 1189 383</box>
notice-body: The following person(s) is (are) doing business as: SHOTBELLE MUSIC, 4745 ARCHIBAVE APT 202, STUDIO CITY, CA 91604. Full name of registrant(s) is (are) GUSTAVO JOSE ESTRADA. This business is conducted by AN INDIVIDUAL. Dates Pub: July 13, 20, 27, and August 3, 2019 <box>677 672 893 714</box>
notice-file-number: File No. 2019189760 <box>1125 307 1189 317</box>
notice-heading: FICTITIOUS BUSINESS NAME STATEMENT <box>230 134 376 144</box>
notice-file-number: File No. 2019188353 <box>901 166 965 176</box>
notice-body: The following person(s) is (are) doing business as: WOODWORKS MONTALVO, 18530 RESEDA BLVD APT 101, TARZANA, CA 91335. Full name of registrant(s) is (are) ERNESTO MONTALVO. This business is conducted by AN INDIVIDUAL. Dates Pub: July 13, 20, 27, and August 3, 2019 <box>901 514 1117 557</box>
footer-fax: Fax: 626.609.3285 <box>787 2520 932 2539</box>
notice-body: The following person(s) is (are) doing business as: CHIC BOUTIQUE CALIFORNIA, 9926 ROSECRANS AVE, BELLFLOWER, CA 90706. Full name of registrant(s) is (are) DIANA WILLIAMS. This business is conducted by AN INDIVIDUAL. Signed: DIANA WILLIAMS. This statement was filed with the County Clerk of Los Angeles County on 06/27/2019. NOTICE- This Fictitious Name Statement expires five years from the date it was filed. Dates Pub: JULY 13, 20, 27, AUGUST 03, 2019 <box>6 852 222 919</box>
notice-heading: FICTITIOUS BUSINESS NAME STATEMENT <box>677 597 824 607</box>
notice-file-number: File No. 2019186172 <box>901 100 965 110</box>
legal-notice <box>901 160 1117 217</box>
notice-file-number: File No. 2019188057 <box>677 117 741 126</box>
notice-file-number: File No. 2019-184014 <box>230 241 297 251</box>
footer <box>0 2512 1456 2544</box>
notice-file-number: File No. 2019-184792 <box>230 860 297 870</box>
notice-file-number: File No. 2019186054 <box>453 332 518 342</box>
legal-notice <box>1125 640 1341 690</box>
notice-file-number: File No. 2019-181479 <box>6 1008 73 1018</box>
legal-notice <box>1125 300 1341 358</box>
notice-body: The following person(s) is (are) doing business as: NUTRIWELL, 140 S LEMON AVE, #9878, WALNUT, CA 91789. Full name of registrant(s) is (are) SAMUEL CHACON, RICHARD ADAMS SANABRIA. This business is conducted by A GENERAL PARTNERSHIP. Signed: EDUARDO XAVIER SANABRIA. This statement was filed with the County Clerk of Los Angeles County on 07/01/2019. Dates Pub: JULY 13, 20, 27, AUGUST 03, 2019 <box>230 530 446 588</box>
notice-heading: FICTITIOUS BUSINESS NAME STATEMENT <box>677 720 824 730</box>
notice-body: The following person(s) is (are) doing business as: ACADEMIA GUATEMALTECA DE FUTBOL, 4107 MARATHON ST, LOS ANGELES, CA 90029. Full name of registrant(s) is (are) RUBY ARACELY RODRIGUEZ. This business is conducted by AN INDIVIDUAL. Signed: RUBY ARACELY RODRIGUEZ, OWNER. This statement was filed with the County Clerk of Los Angeles County on 07/01/2019. The registrant(s) has (have) not yet commenced to transact business under the fictitious business name or names listed above. NOTICE- This Fictitious Name Statement expires five years from the date it was filed. Dates Pub: JULY 13, 20, 27, AUGUST 03, 2019 <box>6 199 222 291</box>
notice-body: The following person(s) is (are) doing business as: EXTERIOR SOLUTION PROS, 9100 TOPANGA CANYON BLVD, CHATSWORTH, CA 91311. Full name of registrant(s) is (are) HOWARD SPEIGEL. This business is conducted by AN INDIVIDUAL. <box>901 704 1117 747</box>
legal-notice <box>6 522 222 630</box>
notice-heading: FICTITIOUS BUSINESS NAME STATEMENT <box>230 769 376 779</box>
